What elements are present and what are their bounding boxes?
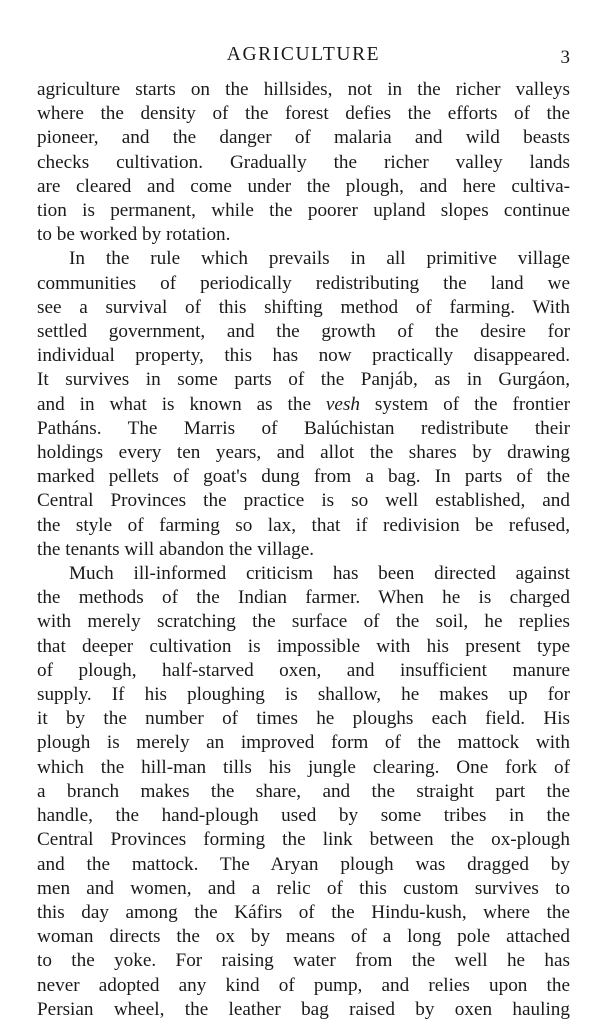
text-line: men and women, and a relic of this custom survives to <box>37 877 570 899</box>
text-line: checks cultivation. Gradually the richer valley lands <box>37 151 570 173</box>
text-line: individual property, this has now practically disappeared. <box>37 345 570 367</box>
text-line: Central Provinces the practice is so well established, and <box>37 490 570 512</box>
text-line: In the rule which prevails in all primitive village <box>69 248 570 270</box>
page-number: 3 <box>560 47 570 68</box>
text-line: holdings every ten years, and allot the shares by drawing <box>37 442 570 464</box>
text-line: Persian wheel, the leather bag raised by oxen hauling <box>37 998 570 1020</box>
text-line: of plough, half-starved oxen, and insufficient manure <box>37 659 570 681</box>
text-line: supply. If his ploughing is shallow, he makes up for <box>37 684 570 706</box>
text-line: communities of periodically redistributing the land we <box>37 272 570 294</box>
text-line: see a survival of this shifting method of farming. With <box>37 296 570 318</box>
text-line: the style of farming so lax, that if redivision be refused, <box>37 514 570 536</box>
text-line: pioneer, and the danger of malaria and wild beasts <box>37 127 570 149</box>
text-line: and the mattock. The Aryan plough was dragged by <box>37 853 570 875</box>
text-line: handle, the hand-plough used by some tribes in the <box>37 805 570 827</box>
text-line: Central Provinces forming the link between the ox-plough <box>37 829 570 851</box>
text-line: marked pellets of goat's dung from a bag. In parts of the <box>37 466 570 488</box>
text-line: with merely scratching the surface of the soil, he replies <box>37 611 570 633</box>
text-line: that deeper cultivation is impossible with his present type <box>37 635 570 657</box>
text-line: never adopted any kind of pump, and relies upon the <box>37 974 570 996</box>
text-line: it by the number of times he ploughs each field. His <box>37 708 570 730</box>
paragraph <box>37 562 570 1022</box>
running-title: AGRICULTURE <box>226 44 381 65</box>
text-line: It survives in some parts of the Panjáb, as in Gurgáon, <box>37 369 570 391</box>
text-line: to the yoke. For raising water from the well he has <box>37 950 570 972</box>
text-line: a branch makes the share, and the straight part the <box>37 780 570 802</box>
paragraph <box>37 78 570 247</box>
text-line: and in what is known as the vesh system of the frontier <box>37 393 570 415</box>
running-head <box>37 44 570 78</box>
text-line: the tenants will abandon the village. <box>37 538 315 560</box>
text-line: agriculture starts on the hillsides, not in the richer valleys <box>37 79 570 100</box>
text-line: where the density of the forest defies the efforts of the <box>37 103 570 125</box>
text-line: plough is merely an improved form of the mattock with <box>37 732 570 754</box>
text-line: to be worked by rotation. <box>37 224 231 246</box>
text-line: settled government, and the growth of the desire for <box>37 321 570 343</box>
text-line: tion is permanent, while the poorer upland slopes continue <box>37 200 570 222</box>
text-line: Patháns. The Marris of Balúchistan redistribute their <box>37 417 570 439</box>
body-text <box>37 78 570 1022</box>
text-line: the methods of the Indian farmer. When he is charged <box>37 587 570 609</box>
text-line: woman directs the ox by means of a long pole attached <box>37 926 570 948</box>
paragraph <box>37 247 570 562</box>
text-line: are cleared and come under the plough, and here cultiva- <box>37 175 570 197</box>
text-line: which the hill-man tills his jungle clearing. One fork of <box>37 756 570 778</box>
text-line: this day among the Káfirs of the Hindu-kush, where the <box>37 901 570 923</box>
text-line: Much ill-informed criticism has been directed against <box>69 563 570 585</box>
